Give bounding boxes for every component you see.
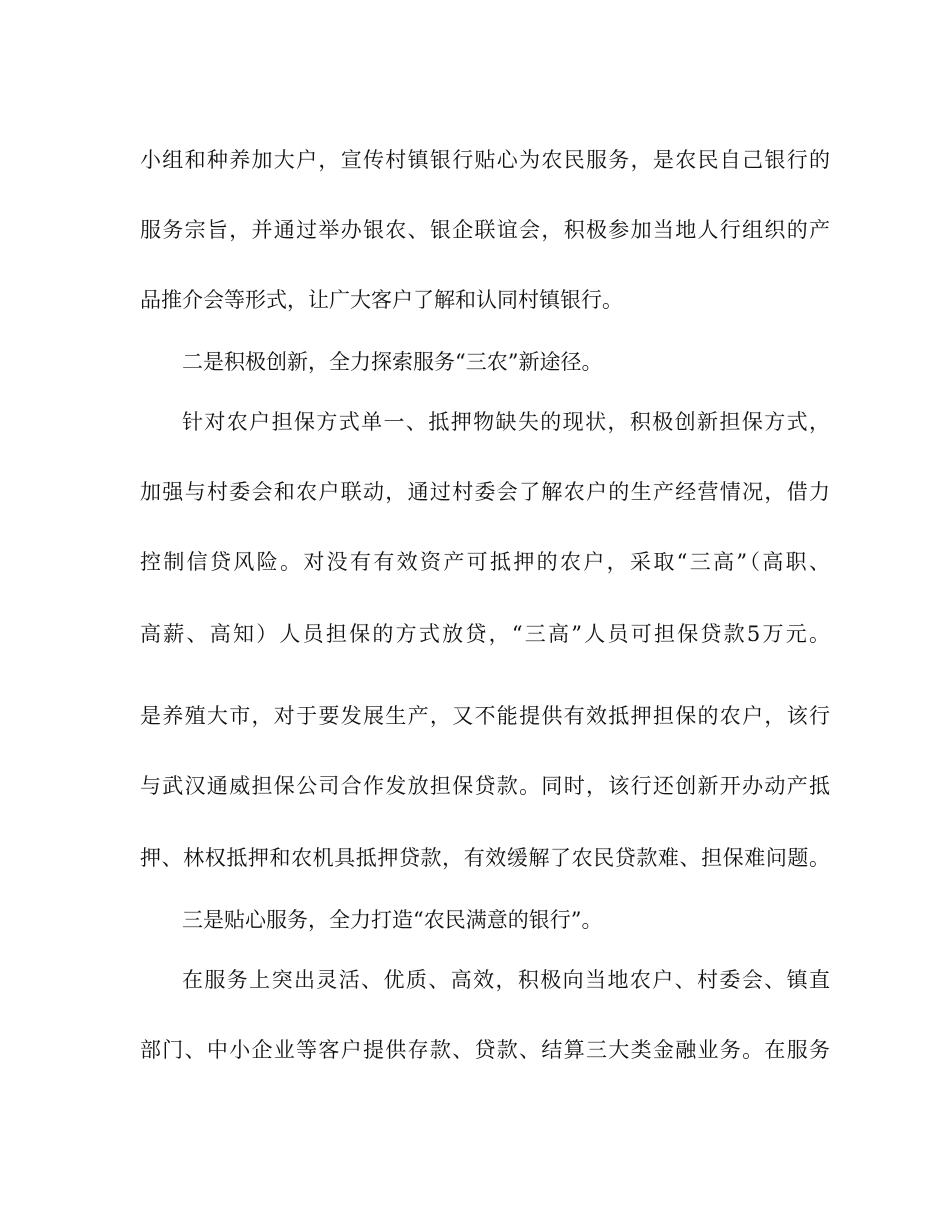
text-line-1: 小组和种养加大户，宣传村镇银行贴心为农民服务，是农民自己银行的 bbox=[140, 148, 830, 172]
text-line-14: 部门、中小企业等客户提供存款、贷款、结算三大类金融业务。在服务 bbox=[140, 1038, 830, 1062]
text-line-13: 在服务上突出灵活、优质、高效，积极向当地农户、村委会、镇直 bbox=[182, 968, 830, 992]
text-line-11: 押、林权抵押和农机具抵押贷款，有效缓解了农民贷款难、担保难问题。 bbox=[140, 846, 830, 870]
text-line-6: 加强与村委会和农户联动，通过村委会了解农户的生产经营情况，借力 bbox=[140, 480, 830, 504]
section-heading-2: 二是积极创新，全力探索服务“三农”新途径。 bbox=[182, 350, 603, 374]
text-line-7: 控制信贷风险。对没有有效资产可抵押的农户，采取“三高”（高职、 bbox=[140, 550, 830, 574]
text-line-5: 针对农户担保方式单一、抵押物缺失的现状，积极创新担保方式， bbox=[182, 410, 830, 434]
text-line-9: 是养殖大市，对于要发展生产，又不能提供有效抵押担保的农户，该行 bbox=[140, 704, 830, 728]
text-line-10: 与武汉通威担保公司合作发放担保贷款。同时，该行还创新开办动产抵 bbox=[140, 774, 830, 798]
text-line-8: 高薪、高知）人员担保的方式放贷，“三高”人员可担保贷款5万元。 bbox=[140, 622, 830, 646]
text-line-2: 服务宗旨，并通过举办银农、银企联谊会，积极参加当地人行组织的产 bbox=[140, 218, 830, 242]
section-heading-3: 三是贴心服务，全力打造“农民满意的银行”。 bbox=[182, 908, 603, 932]
text-line-3: 品推介会等形式，让广大客户了解和认同村镇银行。 bbox=[140, 288, 623, 312]
